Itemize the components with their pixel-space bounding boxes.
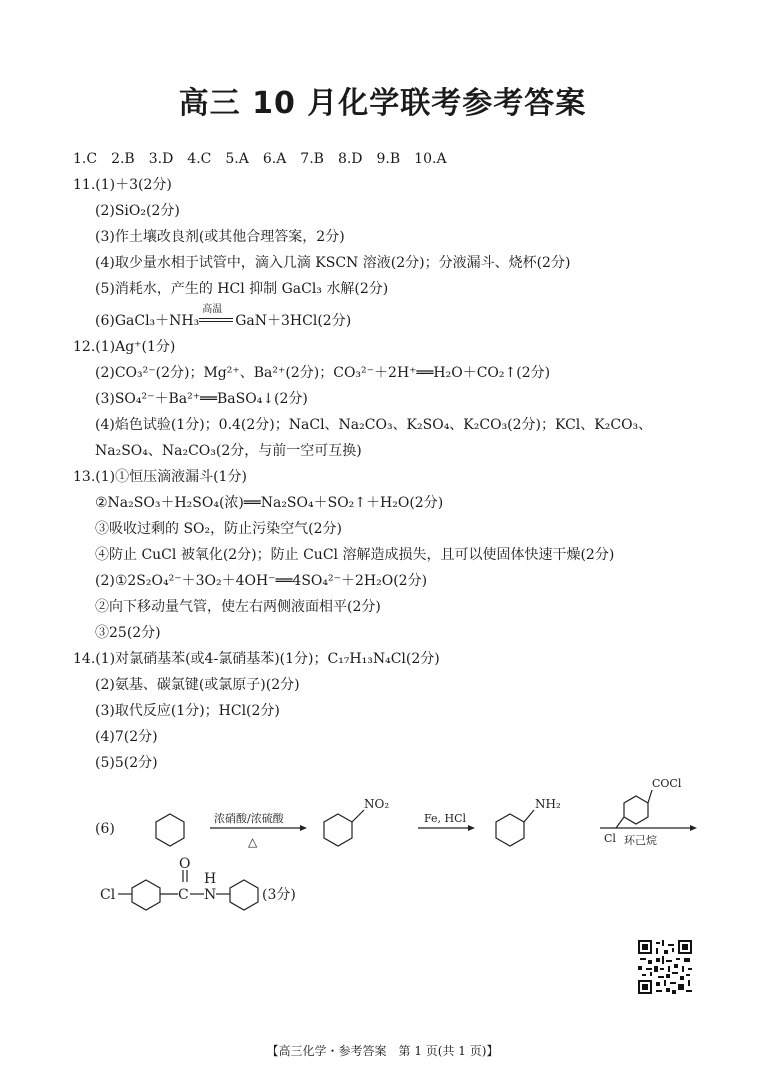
q11-part6-right: GaN＋3HCl(2分) xyxy=(235,313,352,329)
q12-part2: (2)CO₃²⁻(2分)；Mg²⁺、Ba²⁺(2分)；CO₃²⁻＋2H⁺══H₂O＋CO₂↑(2分) xyxy=(95,365,551,381)
benzene-ring-1 xyxy=(156,814,184,846)
q11-part1: 11.(1)＋3(2分) xyxy=(73,177,172,193)
q13-part4: ④防止 CuCl 被氧化(2分)；防止 CuCl 溶解造成损失，且可以使固体快速干燥(2分) xyxy=(95,547,615,563)
benzene-ring-3 xyxy=(496,814,524,846)
q11-part3: (3)作土壤改良剂(或其他合理答案，2分) xyxy=(95,229,345,245)
arrow-1-top: 浓硝酸/浓硫酸 xyxy=(214,812,284,825)
q11-part5: (5)消耗水，产生的 HCl 抑制 GaCl₃ 水解(2分) xyxy=(95,281,389,297)
product-score: (3分) xyxy=(262,887,296,903)
q11-part6 xyxy=(95,304,352,330)
q14-part4: (4)7(2分) xyxy=(95,729,158,745)
cocl-group: COCl xyxy=(652,777,682,790)
q14-part5: (5)5(2分) xyxy=(95,755,158,771)
no2-group: NO₂ xyxy=(364,797,390,811)
product-o: O xyxy=(179,856,191,872)
q13-part2: ②Na₂SO₃＋H₂SO₄(浓)══Na₂SO₄＋SO₂↑＋H₂O(2分) xyxy=(95,495,444,511)
benzene-ring-2 xyxy=(324,814,352,846)
q14-part3: (3)取代反应(1分)；HCl(2分) xyxy=(95,703,280,719)
q13-part3: ③吸收过剩的 SO₂，防止污染空气(2分) xyxy=(95,521,342,537)
page-title: 高三 10 月化学联考参考答案 xyxy=(178,86,587,121)
product-cl: Cl xyxy=(100,887,116,903)
benzene-ring-reagent xyxy=(624,796,648,824)
q14-part2: (2)氨基、碳氯键(或氯原子)(2分) xyxy=(95,677,300,693)
high-temp-label: 高温 xyxy=(202,304,223,315)
q12-part4: (4)焰色试验(1分)；0.4(2分)；NaCl、Na₂CO₃、K₂SO₄、K₂CO₃(2分)；KCl、K₂CO₃、 xyxy=(95,417,653,433)
product-ring-2 xyxy=(230,880,258,910)
arrow-1-bottom: △ xyxy=(248,835,258,849)
product-n: N xyxy=(204,887,217,903)
q13-part7: ③25(2分) xyxy=(95,625,161,641)
q13-part5: (2)①2S₂O₄²⁻＋3O₂＋4OH⁻══4SO₄²⁻＋2H₂O(2分) xyxy=(95,573,428,589)
q11-part4: (4)取少量水相于试管中，滴入几滴 KSCN 溶液(2分)；分液漏斗、烧杯(2分) xyxy=(95,255,571,271)
page-footer: 【高三化学・参考答案 第 1 页(共 1 页)】 xyxy=(266,1044,499,1058)
q12-part1: 12.(1)Ag⁺(1分) xyxy=(73,339,176,355)
q14-part1: 14.(1)对氯硝基苯(或4-氯硝基苯)(1分)；C₁₇H₁₃N₄Cl(2分) xyxy=(73,651,440,667)
arrow-3-bottom: 环己烷 xyxy=(624,834,657,847)
product-c: C xyxy=(178,887,189,903)
q11-part6-left: (6)GaCl₃＋NH₃ xyxy=(95,313,200,329)
product-h: H xyxy=(204,871,217,887)
q11-part2: (2)SiO₂(2分) xyxy=(95,203,180,219)
q13-part6: ②向下移动量气管，使左右两侧液面相平(2分) xyxy=(95,599,381,615)
product-ring-1 xyxy=(132,880,160,910)
reagent-cl: Cl xyxy=(604,832,616,845)
q13-part1: 13.(1)①恒压滴液漏斗(1分) xyxy=(73,469,247,485)
high-temp-arrow xyxy=(199,304,235,328)
q12-part4b: Na₂SO₄、Na₂CO₃(2分，与前一空可互换) xyxy=(95,443,362,459)
synthesis-scheme xyxy=(0,770,765,920)
nh2-group: NH₂ xyxy=(535,797,561,811)
qr-code-icon xyxy=(638,940,692,994)
arrow-2-top: Fe, HCl xyxy=(424,812,467,825)
q12-part3: (3)SO₄²⁻＋Ba²⁺══BaSO₄↓(2分) xyxy=(95,391,308,407)
mc-answers: 1.C 2.B 3.D 4.C 5.A 6.A 7.B 8.D 9.B 10.A xyxy=(73,151,447,167)
scheme-label: (6) xyxy=(95,821,115,837)
